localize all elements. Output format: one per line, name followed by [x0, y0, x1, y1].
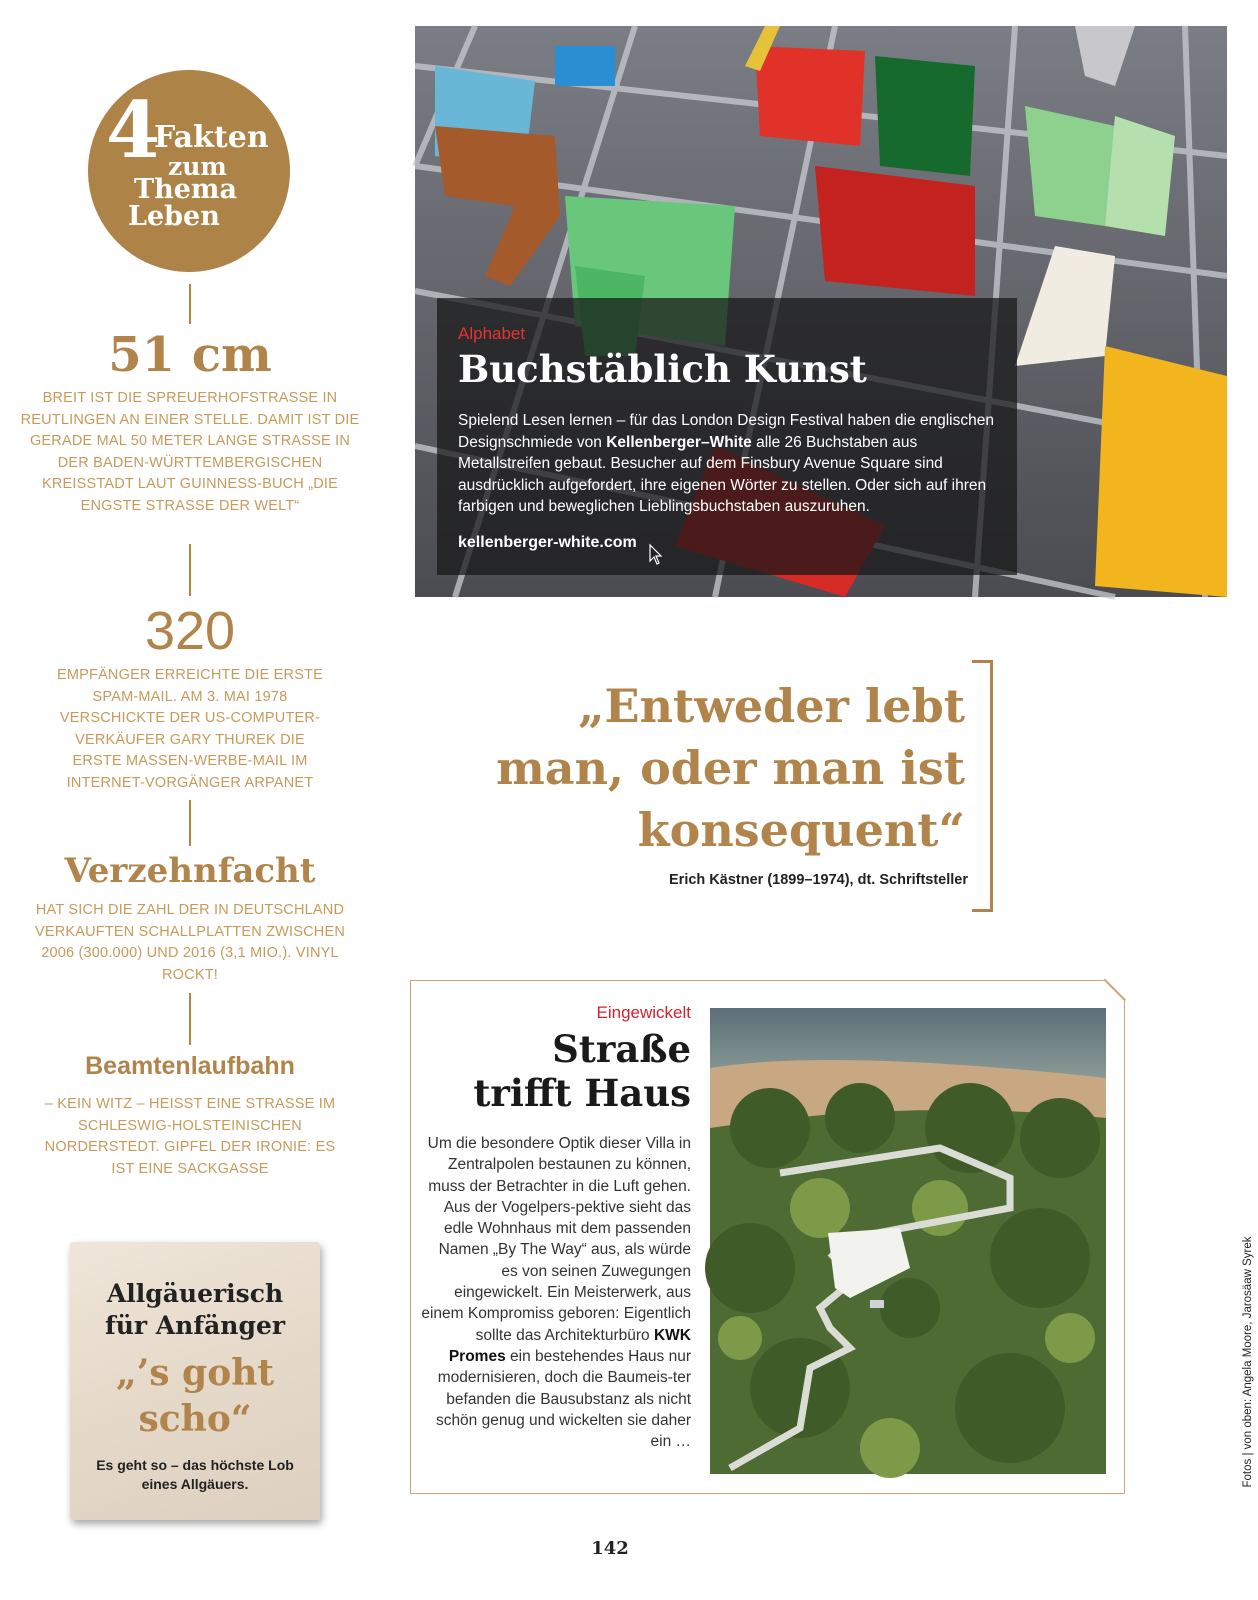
cursor-icon: [649, 544, 663, 566]
badge-word: Leben: [128, 201, 220, 232]
article-title: Straße trifft Haus: [473, 1027, 691, 1115]
fact-text: EMPFÄNGER ERREICHTE DIE ERSTE SPAM-MAIL. AM 3. MAI 1978 VERSCHICKTE DER US-COMPUTER-VERKÄUFER GARY THUREK DIE ERSTE MASSEN-WERBE-MAIL IM INTERNET-VORGÄNGER ARPANET: [56, 667, 324, 791]
divider-line: [189, 800, 191, 846]
article-box: [410, 980, 1125, 1494]
aerial-villa-photo: [710, 1008, 1106, 1474]
quote-author: Erich Kästner (1899–1974), dt. Schriftsteller: [669, 872, 968, 888]
feature-caption-box: [437, 298, 1017, 575]
quote-bracket: [972, 660, 993, 912]
fact-text: – KEIN WITZ – HEISST EINE STRASSE IM SCHLESWIG-HOLSTEINISCHEN NORDERSTEDT. GIPFEL DER IRONIE: ES IST EINE SACKGASSE: [44, 1096, 336, 1177]
feature-title: Buchstäblich Kunst: [458, 347, 867, 391]
badge-word: zum: [168, 152, 227, 181]
article-body: Um die besondere Optik dieser Villa in Zentralpolen bestaunen zu können, muss der Betrachter in die Luft gehen. Aus der Vogelpers-pektive sieht das edle Wohnhaus mit dem passenden Namen „By The Way“ aus, als würde es von seinen Zuwegungen eingewickelt. Ein Meisterwerk, aus einem Kompromiss geboren: Eigentlich sollte das Architekturbüro KWK Promes ein bestehendes Haus nur modernisieren, doch die Baumeis-ter befanden die Bausubstanz als nicht schön genug und wickelten sie daher ein …: [421, 1135, 691, 1451]
badge-number: 4: [106, 85, 161, 176]
feature-kicker: Alphabet: [458, 324, 526, 343]
facts-badge: [88, 70, 290, 272]
note-text: Es geht so – das höchste Lob eines Allgäuers.: [96, 1457, 294, 1492]
page-number: 142: [591, 1538, 629, 1559]
fact-text: BREIT IST DIE SPREUERHOFSTRASSE IN REUTLINGEN AN EINER STELLE. DAMIT IST DIE GERADE MAL 50 METER LANGE STRASSE IN DER BADEN-WÜRTTEMBERGISCHEN KREISSTADT LAUT GUINNESS-BUCH „DIE ENGSTE STRASSE DER WELT“: [20, 390, 360, 514]
paper-note: [70, 1242, 320, 1520]
article-kicker: Eingewickelt: [596, 1003, 691, 1022]
badge-word: Fakten: [154, 120, 269, 155]
feature-link[interactable]: kellenberger-white.com: [458, 534, 637, 551]
feature-body: Spielend Lesen lernen – für das London Design Festival haben die englischen Designschmiede von Kellenberger–White alle 26 Buchstaben aus Metallstreifen gebaut. Besucher auf dem Finsbury Avenue Square sind ausdrücklich aufgefordert, ihre eigenen Wörter zu stellen. Oder sich auf ihren farbigen und beweglichen Lieblingsbuchstaben auszuruhen.: [458, 412, 994, 515]
fact-title: 51 cm: [108, 327, 272, 383]
divider-line: [189, 544, 191, 596]
photo-credit: Fotos | von oben: Angela Moore, Jarosäaw Syrek: [1242, 1236, 1254, 1488]
divider-line: [189, 993, 191, 1045]
divider-line: [189, 284, 191, 324]
pull-quote: „Entweder lebt man, oder man ist konsequent“: [496, 679, 965, 857]
note-heading: Allgäuerisch für Anfänger: [104, 1279, 286, 1340]
note-quote: „’s goht scho“: [115, 1352, 275, 1440]
badge-word: Thema: [134, 174, 237, 205]
fact-title: Verzehnfacht: [64, 851, 316, 891]
letter-sculptures-photo: [415, 26, 1227, 597]
fact-title: Beamtenlaufbahn: [85, 1052, 295, 1080]
photo-illustration: [710, 1008, 1106, 1474]
fact-text: HAT SICH DIE ZAHL DER IN DEUTSCHLAND VERKAUFTEN SCHALLPLATTEN ZWISCHEN 2006 (300.000) UND 2016 (3,1 MIO.). VINYL ROCKT!: [34, 902, 346, 983]
fact-title: 320: [144, 601, 236, 661]
